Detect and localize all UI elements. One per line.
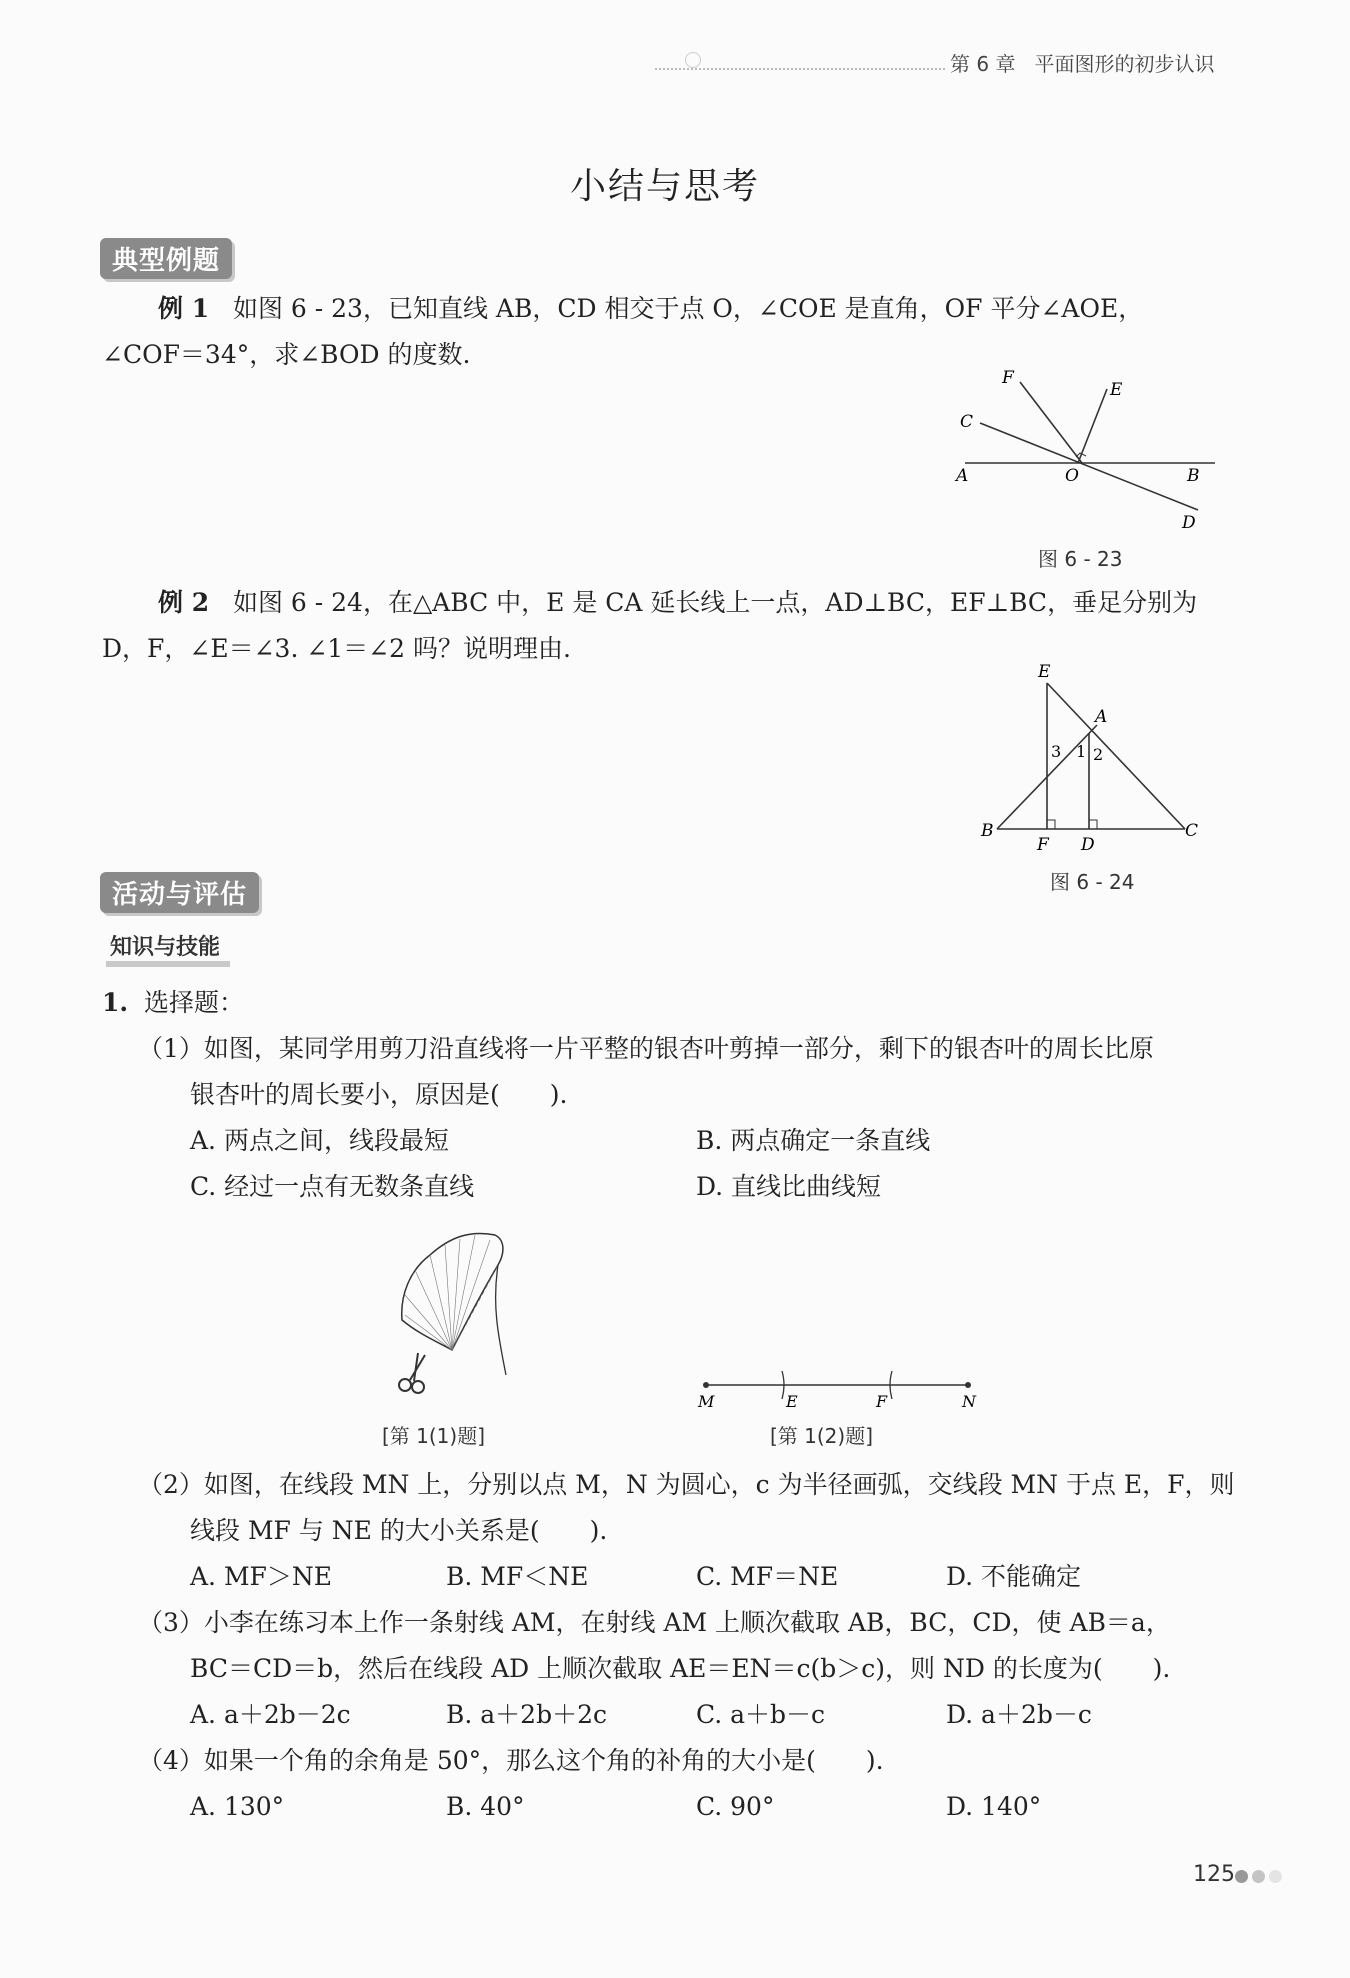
header-dotted-line (655, 68, 945, 70)
q1-3-option-a: A. a＋2b－2c (190, 1700, 351, 1729)
q1-4-option-a: A. 130° (190, 1792, 285, 1821)
fig624-label-B: B (981, 821, 994, 841)
chapter-title: 平面图形的初步认识 (1034, 52, 1215, 76)
fig624-label-F: F (1037, 835, 1049, 855)
ginkgo-leaf-figure (380, 1225, 520, 1400)
example-1-label: 例 1 (158, 294, 210, 323)
fig624-label-D: D (1081, 835, 1095, 855)
example-2-line-2: D，F，∠E＝∠3. ∠1＝∠2 吗？说明理由. (102, 634, 571, 663)
q1-2-option-c: C. MF＝NE (696, 1562, 839, 1591)
figure-6-23-caption: 图 6 - 23 (1038, 547, 1123, 571)
page-number: 125 (1193, 1862, 1235, 1887)
chapter-header (950, 48, 1215, 77)
q1-3-line-1: （3）小李在练习本上作一条射线 AM，在射线 AM 上顺次截取 AB，BC，CD，使 AB＝a， (138, 1608, 1171, 1637)
q1-2-line-2: 线段 MF 与 NE 的大小关系是( ). (190, 1516, 608, 1545)
fig623-label-O: O (1065, 466, 1079, 486)
q1-4-line-1: （4）如果一个角的余角是 50°，那么这个角的补角的大小是( ). (138, 1746, 884, 1775)
q1-3-line-2: BC＝CD＝b，然后在线段 AD 上顺次截取 AE＝EN＝c(b＞c)，则 ND 的长度为( ). (190, 1654, 1171, 1683)
q1-1-option-d: D. 直线比曲线短 (696, 1172, 882, 1201)
fig623-label-A: A (956, 466, 969, 486)
q1-4-option-c: C. 90° (696, 1792, 775, 1821)
q1-4-option-d: D. 140° (946, 1792, 1042, 1821)
page-title: 小结与思考 (569, 166, 760, 207)
fig623-label-F: F (1002, 368, 1014, 388)
q1-1-line-2: 银杏叶的周长要小，原因是( ). (190, 1080, 568, 1109)
q1-2-option-b: B. MF＜NE (446, 1562, 589, 1591)
fig623-label-D: D (1182, 513, 1196, 533)
q1-4-option-b: B. 40° (446, 1792, 525, 1821)
example-2-label: 例 2 (158, 588, 210, 617)
header-decoration-circle (685, 52, 701, 68)
example-2-line-1 (158, 580, 1197, 626)
fig624-label-E: E (1038, 662, 1051, 682)
fig623-label-C: C (960, 412, 974, 432)
q1-1-option-b: B. 两点确定一条直线 (696, 1126, 931, 1155)
q1-3-option-c: C. a＋b－c (696, 1700, 826, 1729)
segment-mn-figure (690, 1355, 990, 1415)
figure-6-23 (950, 365, 1230, 540)
section-badge-activity: 活动与评估 (100, 872, 259, 913)
q1-3-option-d: D. a＋2b－c (946, 1700, 1092, 1729)
segment-label-E: E (786, 1392, 798, 1411)
figure-6-24 (975, 655, 1215, 855)
example-2-text-1: 如图 6 - 24，在△ABC 中，E 是 CA 延长线上一点，AD⊥BC，EF⊥BC，垂足分别为 (232, 588, 1198, 617)
fig624-label-1: 1 (1076, 742, 1087, 761)
section-badge-examples: 典型例题 (100, 238, 232, 279)
q1-1-line-1: （1）如图，某同学用剪刀沿直线将一片平整的银杏叶剪掉一部分，剩下的银杏叶的周长比原 (138, 1034, 1154, 1063)
example-1-line-1 (158, 286, 1143, 332)
chapter-number: 第 6 章 (950, 52, 1016, 76)
segment-label-M: M (698, 1392, 715, 1411)
q1-3-option-b: B. a＋2b＋2c (446, 1700, 607, 1729)
fig624-label-2: 2 (1093, 745, 1104, 764)
question-1-stem (102, 980, 244, 1026)
q1-1-figure-caption: [第 1(1)题] (382, 1424, 486, 1448)
subsection-knowledge-skills: 知识与技能 (106, 930, 230, 967)
fig623-label-E: E (1110, 380, 1123, 400)
page-dot-icon (1269, 1870, 1282, 1883)
fig624-label-A: A (1095, 707, 1108, 727)
q1-1-option-a: A. 两点之间，线段最短 (190, 1126, 449, 1155)
q1-2-figure-caption: [第 1(2)题] (770, 1424, 874, 1448)
question-1-stem-text: 选择题： (144, 988, 245, 1017)
q1-2-option-d: D. 不能确定 (946, 1562, 1082, 1591)
segment-label-F: F (876, 1392, 888, 1411)
fig624-label-3: 3 (1051, 742, 1062, 761)
fig624-label-C: C (1185, 821, 1199, 841)
q1-2-line-1: （2）如图，在线段 MN 上，分别以点 M，N 为圆心，c 为半径画弧，交线段 MN 于点 E，F，则 (138, 1470, 1235, 1499)
figure-6-24-caption: 图 6 - 24 (1050, 870, 1135, 894)
page-dot-icon (1235, 1870, 1248, 1883)
question-1-number: 1. (102, 988, 129, 1017)
segment-label-N: N (962, 1392, 976, 1411)
q1-2-option-a: A. MF＞NE (190, 1562, 333, 1591)
page-dot-icon (1252, 1870, 1265, 1883)
q1-1-option-c: C. 经过一点有无数条直线 (190, 1172, 475, 1201)
example-1-line-2: ∠COF＝34°，求∠BOD 的度数. (102, 340, 471, 369)
example-1-text-1: 如图 6 - 23，已知直线 AB，CD 相交于点 O，∠COE 是直角，OF 平分∠AOE， (232, 294, 1144, 323)
fig623-label-B: B (1187, 466, 1200, 486)
